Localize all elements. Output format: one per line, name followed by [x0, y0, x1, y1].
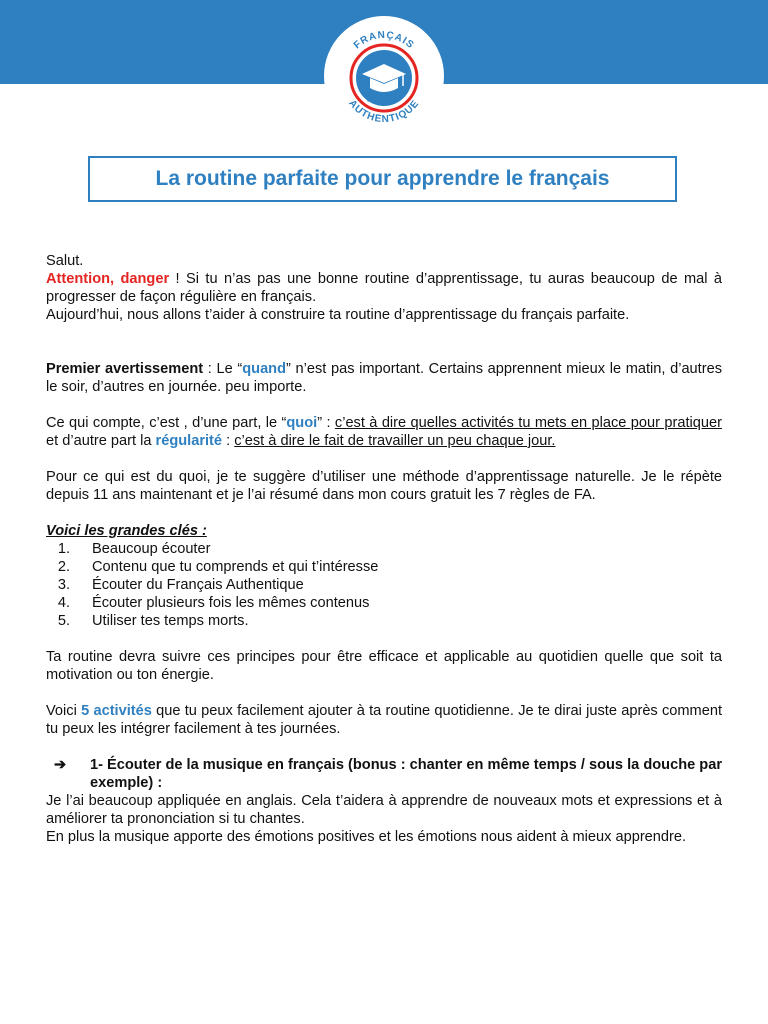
underlined-definition-quoi: c’est à dire quelles activités tu mets en place pour pratiquer — [334, 415, 722, 431]
text-segment: : — [222, 433, 235, 449]
activity-1-text: Je l’ai beaucoup appliquée en anglais. Cela t’aidera à apprendre de nouveaux mots et expressions et à améliorer ta prononciation si tu chantes. — [46, 793, 722, 827]
first-warning-label: Premier avertissement — [46, 361, 204, 377]
principles-paragraph: Ta routine devra suivre ces principes pour être efficace et applicable au quotidien quelle que soit ta motivation ou ton énergie. — [46, 649, 722, 683]
list-number: 2. — [57, 559, 70, 575]
keys-title: Voici les grandes clés : — [46, 523, 207, 539]
keyword-quoi: quoi — [286, 415, 318, 431]
title-box — [88, 156, 677, 202]
list-text: Écouter du Français Authentique — [92, 577, 304, 593]
list-number: 3. — [57, 577, 70, 593]
francais-authentique-logo — [324, 16, 444, 136]
text-segment: ” : — [317, 415, 335, 431]
svg-text:FRANÇAIS — [352, 30, 416, 52]
list-number: 1. — [57, 541, 70, 557]
list-item — [46, 612, 722, 630]
list-item — [46, 594, 722, 612]
text-segment: que tu peux facilement ajouter à ta routine quotidienne. Je te dirai juste après comment tu peux les intégrer facilement à tes journées. — [46, 703, 722, 737]
list-text: Contenu que tu comprends et qui t’intéresse — [92, 559, 379, 575]
logo-bottom-text: AUTHENTIQUE — [346, 98, 422, 126]
document-body — [46, 252, 722, 846]
what-counts-paragraph — [46, 414, 722, 450]
danger-label: Attention, danger — [46, 271, 170, 287]
warning-text: ! Si tu n’as pas une bonne routine d’apprentissage, tu auras beaucoup de mal à progresser de façon régulière en français. — [46, 271, 722, 305]
list-text: Beaucoup écouter — [92, 541, 211, 557]
method-paragraph: Pour ce qui est du quoi, je te suggère d’utiliser une méthode d’apprentissage naturelle. Je le répète depuis 11 ans maintenant et je l’ai résumé dans mon cours gratuit les 7 règles de FA. — [46, 469, 722, 503]
text-segment: : Le “ — [203, 361, 243, 377]
text-segment: Ce qui compte, c’est , d’une part, le “ — [46, 415, 287, 431]
keyword-quand: quand — [242, 361, 287, 377]
activity-1-title: 1- Écouter de la musique en français (bonus : chanter en même temps / sous la douche par exemple) : — [90, 757, 722, 791]
list-number: 5. — [57, 613, 70, 629]
activities-highlight: 5 activités — [81, 703, 152, 719]
greeting: Salut. — [46, 253, 84, 269]
first-warning-paragraph — [46, 360, 722, 396]
text-segment: et d’autre part la — [46, 433, 156, 449]
list-text: Écouter plusieurs fois les mêmes contenus — [92, 595, 370, 611]
list-item — [46, 540, 722, 558]
underlined-definition-regularite: c’est à dire le fait de travailler un peu chaque jour. — [234, 433, 556, 449]
keyword-regularite: régularité — [155, 433, 223, 449]
warning-paragraph — [46, 270, 722, 306]
activity-1-text-2: En plus la musique apporte des émotions positives et les émotions nous aident à mieux apprendre. — [46, 829, 687, 845]
logo-top-text: FRANÇAIS — [351, 29, 417, 52]
activity-1-heading — [46, 756, 722, 792]
page-title: La routine parfaite pour apprendre le français — [155, 167, 610, 190]
arrow-icon: ➔ — [54, 757, 67, 773]
text-segment: ” n’est pas important. Certains apprennent mieux le matin, d’autres le soir, d’autres en journée. peu importe. — [46, 361, 723, 395]
list-text: Utiliser tes temps morts. — [92, 613, 249, 629]
activities-paragraph — [46, 702, 722, 738]
list-item — [46, 576, 722, 594]
list-number: 4. — [57, 595, 70, 611]
list-item — [46, 558, 722, 576]
keys-list — [46, 540, 722, 630]
text-segment: Voici — [46, 703, 82, 719]
today-paragraph: Aujourd’hui, nous allons t’aider à construire ta routine d’apprentissage du français parfaite. — [46, 307, 630, 323]
